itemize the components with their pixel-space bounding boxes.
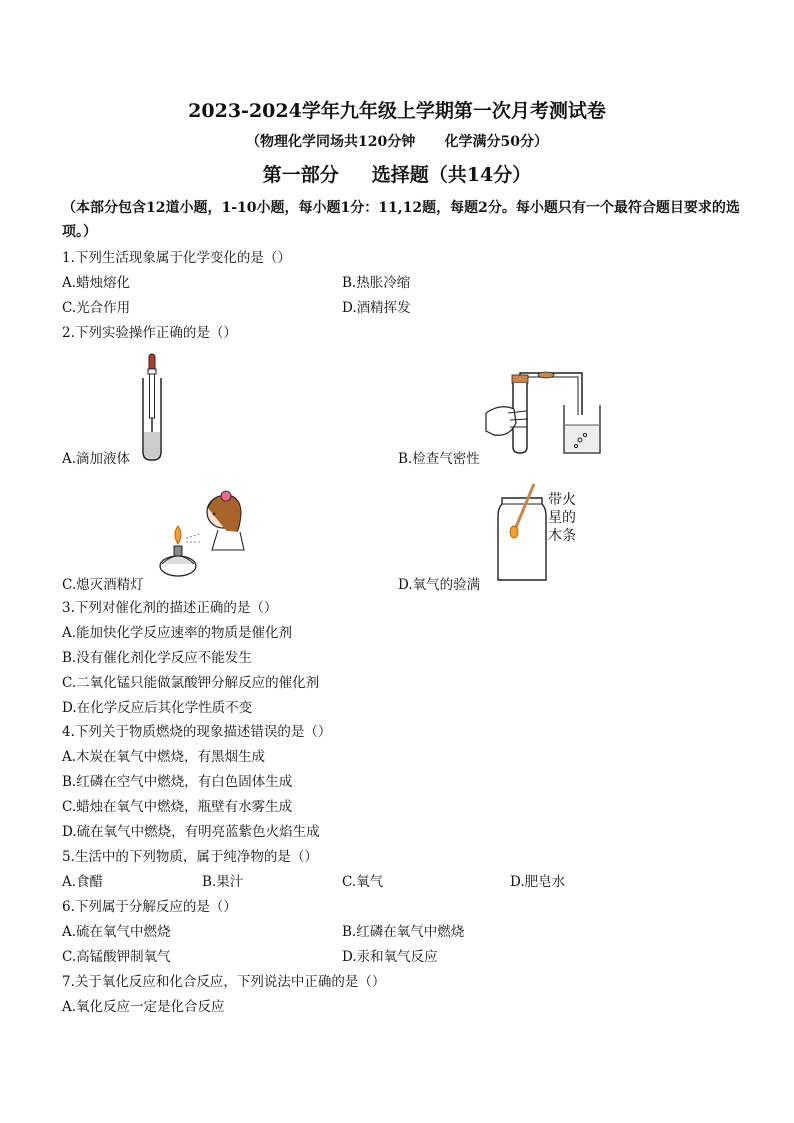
question-2-option-d: D.氧气的验满 (398, 577, 481, 593)
figure-label-line-3: 木条 (548, 528, 576, 544)
question-3-option-a: A.能加快化学反应速率的物质是催化剂 (62, 625, 293, 641)
question-5-option-b: B.果汁 (202, 874, 244, 890)
question-6-option-b: B.红磷在氧气中燃烧 (342, 924, 465, 940)
question-4-option-a: A.木炭在氧气中燃烧，有黑烟生成 (62, 749, 266, 765)
exam-subtitle: （物理化学同场共120分钟 化学满分50分） (246, 134, 548, 150)
section-heading: 第一部分 选择题（共14分） (262, 164, 532, 186)
extinguish-lamp-figure (148, 490, 248, 580)
question-6-option-c: C.高锰酸钾制氧气 (62, 949, 171, 965)
question-5-stem: 5.生活中的下列物质，属于纯净物的是（） (62, 849, 318, 865)
question-1-option-b: B.热胀冷缩 (342, 275, 411, 291)
question-5-option-d: D.肥皂水 (510, 874, 566, 890)
question-1-option-d: D.酒精挥发 (342, 300, 411, 316)
question-7-option-a: A.氧化反应一定是化合反应 (62, 999, 225, 1015)
question-4-stem: 4.下列关于物质燃烧的现象描述错误的是（） (62, 724, 332, 740)
question-2-option-b: B.检查气密性 (398, 451, 480, 467)
question-2-option-a: A.滴加液体 (62, 451, 131, 467)
question-3-option-c: C.二氧化锰只能做氯酸钾分解反应的催化剂 (62, 675, 320, 691)
question-5-option-a: A.食醋 (62, 874, 104, 890)
question-7-stem: 7.关于氧化反应和化合反应，下列说法中正确的是（） (62, 974, 386, 990)
figure-label-line-1: 带火 (548, 492, 576, 508)
question-4-option-c: C.蜡烛在氧气中燃烧，瓶壁有水雾生成 (62, 799, 293, 815)
figure-label-line-2: 星的 (548, 510, 576, 526)
question-3-option-d: D.在化学反应后其化学性质不变 (62, 700, 253, 716)
question-6-option-a: A.硫在氧气中燃烧 (62, 924, 171, 940)
question-2-stem: 2.下列实验操作正确的是（） (62, 325, 237, 341)
question-1-stem: 1.下列生活现象属于化学变化的是（） (62, 250, 291, 266)
question-1-option-a: A.蜡烛熔化 (62, 275, 131, 291)
question-1-option-c: C.光合作用 (62, 300, 131, 316)
exam-title: 2023-2024学年九年级上学期第一次月考测试卷 (188, 100, 606, 122)
question-4-option-d: D.硫在氧气中燃烧，有明亮蓝紫色火焰生成 (62, 824, 320, 840)
question-5-option-c: C.氧气 (342, 874, 384, 890)
question-6-option-d: D.汞和氧气反应 (342, 949, 438, 965)
section-instructions: （本部分包含12道小题，1-10小题，每小题1分：11,12题，每题2分。每小题只有一个最符合题目要求的选项。） (62, 200, 740, 240)
question-3-option-b: B.没有催化剂化学反应不能发生 (62, 650, 252, 666)
oxygen-test-figure (492, 480, 552, 586)
question-2-option-c: C.熄灭酒精灯 (62, 577, 144, 593)
question-3-stem: 3.下列对催化剂的描述正确的是（） (62, 600, 278, 616)
airtightness-figure (480, 365, 605, 460)
question-4-option-b: B.红磷在空气中燃烧，有白色固体生成 (62, 774, 293, 790)
dropper-figure (135, 352, 175, 464)
question-6-stem: 6.下列属于分解反应的是（） (62, 899, 237, 915)
